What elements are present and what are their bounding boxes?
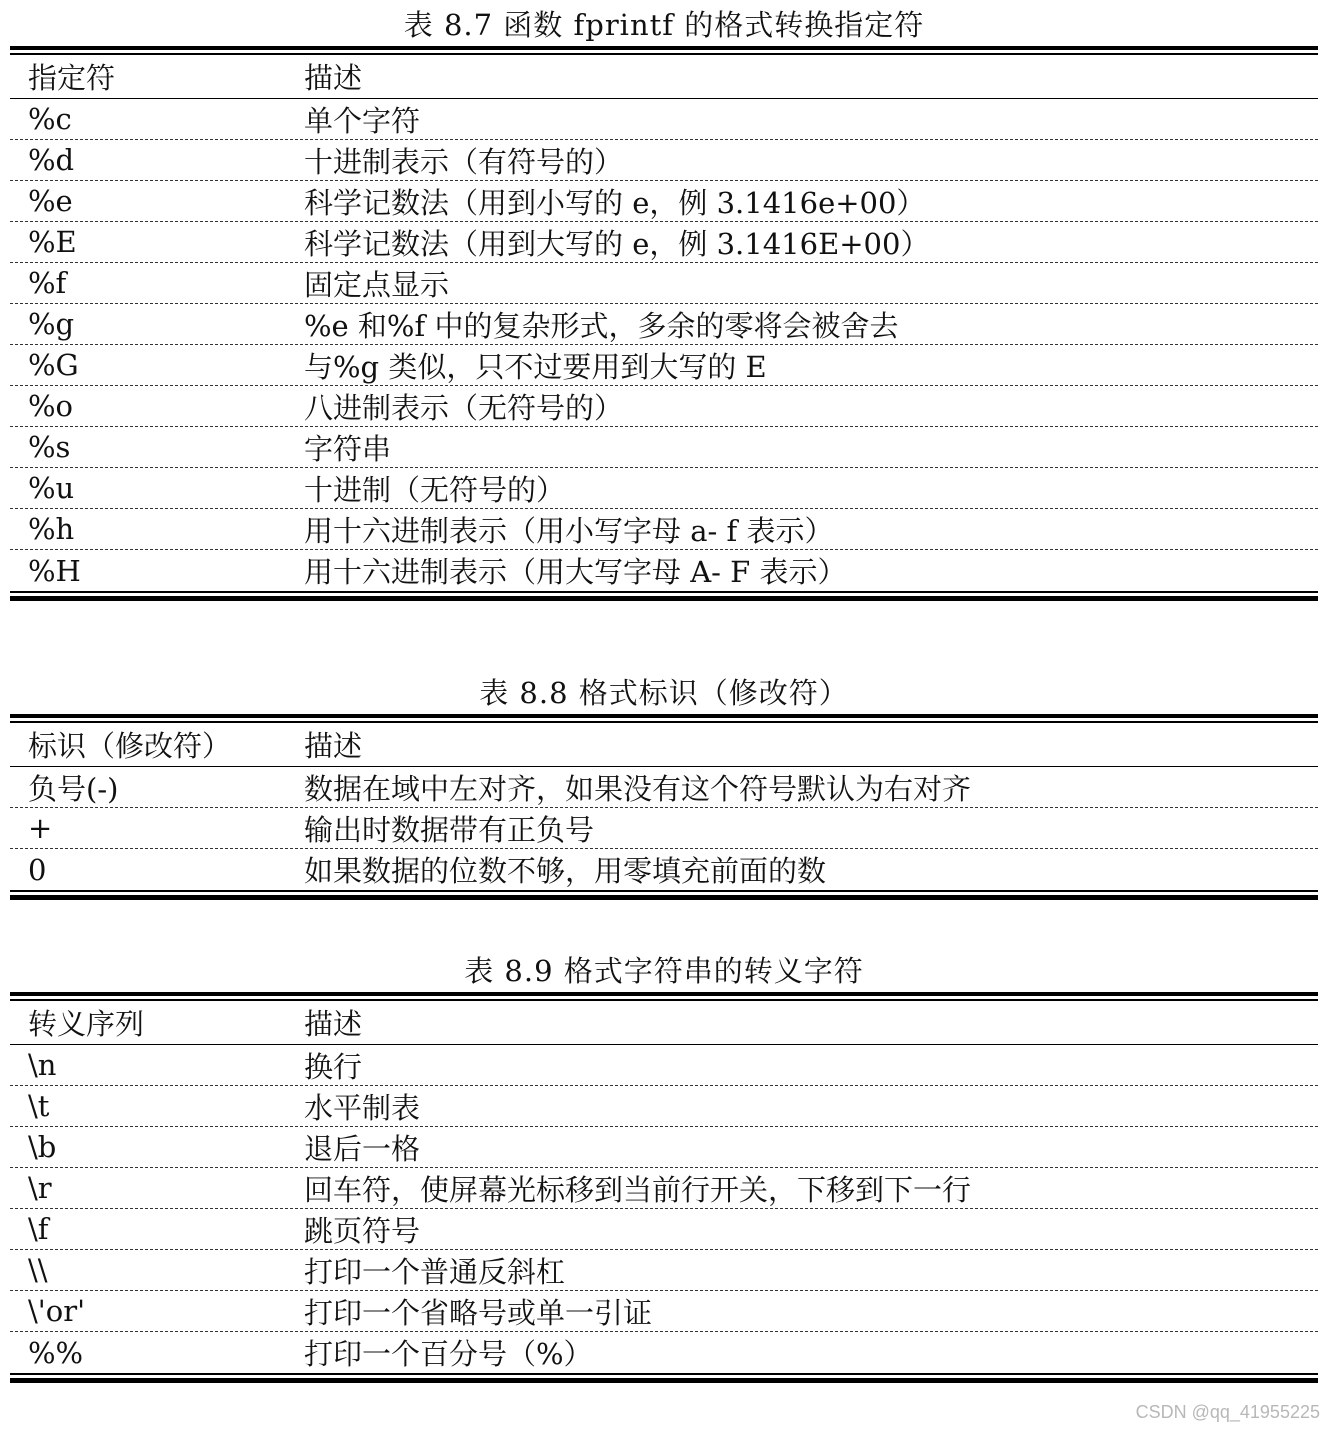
row-desc: 固定点显示 [304,267,450,302]
table-row [10,427,1318,468]
row-key: %e [28,184,73,218]
row-key: %E [28,225,77,259]
table-row [10,468,1318,509]
row-desc: 如果数据的位数不够，用零填充前面的数 [304,854,827,888]
table-row [10,849,1318,890]
table-caption: 表 8.9 格式字符串的转义字符 [464,954,864,988]
row-desc: 打印一个普通反斜杠 [304,1254,566,1289]
row-key: \\ [28,1253,48,1287]
row-desc: 退后一格 [304,1131,421,1166]
row-desc: 回车符，使屏幕光标移到当前行开关，下移到下一行 [304,1172,972,1207]
table-row [10,1250,1318,1291]
table-bottom-rule [10,591,1318,601]
table-header-row [10,723,1318,767]
table-top-rule [10,46,1318,50]
header-key: 转义序列 [28,1007,145,1041]
table-row [10,222,1318,263]
row-key: \f [28,1212,49,1246]
row-key: 负号(-) [28,771,119,806]
table-row [10,1127,1318,1168]
row-key: \'or' [28,1294,86,1328]
table-row [10,808,1318,849]
table-row [10,304,1318,345]
table-row [10,509,1318,550]
table-row [10,1291,1318,1332]
table-caption: 表 8.8 格式标识（修改符） [479,676,849,710]
row-desc: 换行 [304,1049,363,1084]
header-key: 指定符 [28,61,116,95]
table-row [10,1168,1318,1209]
header-desc: 描述 [304,729,363,763]
row-desc: 八进制表示（无符号的） [304,390,624,425]
table-row [10,1045,1318,1086]
row-key: %% [28,1335,84,1370]
row-key: 0 [28,852,47,887]
row-key: \t [28,1089,50,1123]
row-key: %s [28,430,71,464]
table-row [10,1209,1318,1250]
header-desc: 描述 [304,1007,363,1041]
row-key: + [28,811,53,845]
row-key: %H [28,553,81,588]
table-bottom-rule [10,890,1318,900]
row-desc: 用十六进制表示（用大写字母 A- F 表示） [304,555,847,589]
row-desc: 与%g 类似，只不过要用到大写的 E [304,349,767,384]
row-desc: 打印一个省略号或单一引证 [304,1295,653,1330]
row-desc: 打印一个百分号（%） [304,1337,593,1371]
row-key: \r [28,1171,52,1205]
header-desc: 描述 [304,61,363,95]
table-top-rule [10,992,1318,996]
row-desc: 十进制表示（有符号的） [304,144,624,179]
table-format-flags [10,676,1318,900]
table-row [10,140,1318,181]
row-desc: %e 和%f 中的复杂形式，多余的零将会被舍去 [304,308,899,343]
table-caption: 表 8.7 函数 fprintf 的格式转换指定符 [403,8,925,42]
row-key: \b [28,1130,57,1164]
row-desc: 十进制（无符号的） [304,472,566,507]
row-key: %h [28,512,75,546]
row-key: %d [28,143,75,177]
row-desc: 跳页符号 [304,1213,421,1248]
table-fprintf-specifiers [10,8,1318,601]
row-desc: 科学记数法（用到大写的 e，例 3.1416E+00） [304,226,930,261]
row-key: %f [28,266,67,300]
watermark: CSDN @qq_41955225 [1135,1402,1320,1422]
table-header-row [10,1001,1318,1045]
header-key: 标识（修改符） [28,729,232,763]
row-desc: 输出时数据带有正负号 [304,812,595,847]
row-key: \n [28,1048,57,1082]
row-key: %G [28,348,79,382]
table-row [10,1332,1318,1373]
table-row [10,345,1318,386]
table-row [10,550,1318,591]
table-row [10,767,1318,808]
row-key: %u [28,471,75,505]
row-desc: 字符串 [304,431,392,466]
row-key: %c [28,102,72,136]
row-key: %o [28,389,74,423]
row-desc: 水平制表 [304,1090,421,1125]
table-row [10,386,1318,427]
table-row [10,263,1318,304]
row-desc: 单个字符 [304,103,421,138]
row-key: %g [28,307,75,341]
table-top-rule [10,714,1318,718]
table-row [10,181,1318,222]
row-desc: 科学记数法（用到小写的 e，例 3.1416e+00） [304,185,926,220]
table-row [10,1086,1318,1127]
table-header-row [10,55,1318,99]
table-row [10,99,1318,140]
table-escape-characters [10,954,1318,1383]
row-desc: 用十六进制表示（用小写字母 a- f 表示） [304,513,834,548]
row-desc: 数据在域中左对齐，如果没有这个符号默认为右对齐 [304,771,972,806]
table-bottom-rule [10,1373,1318,1383]
